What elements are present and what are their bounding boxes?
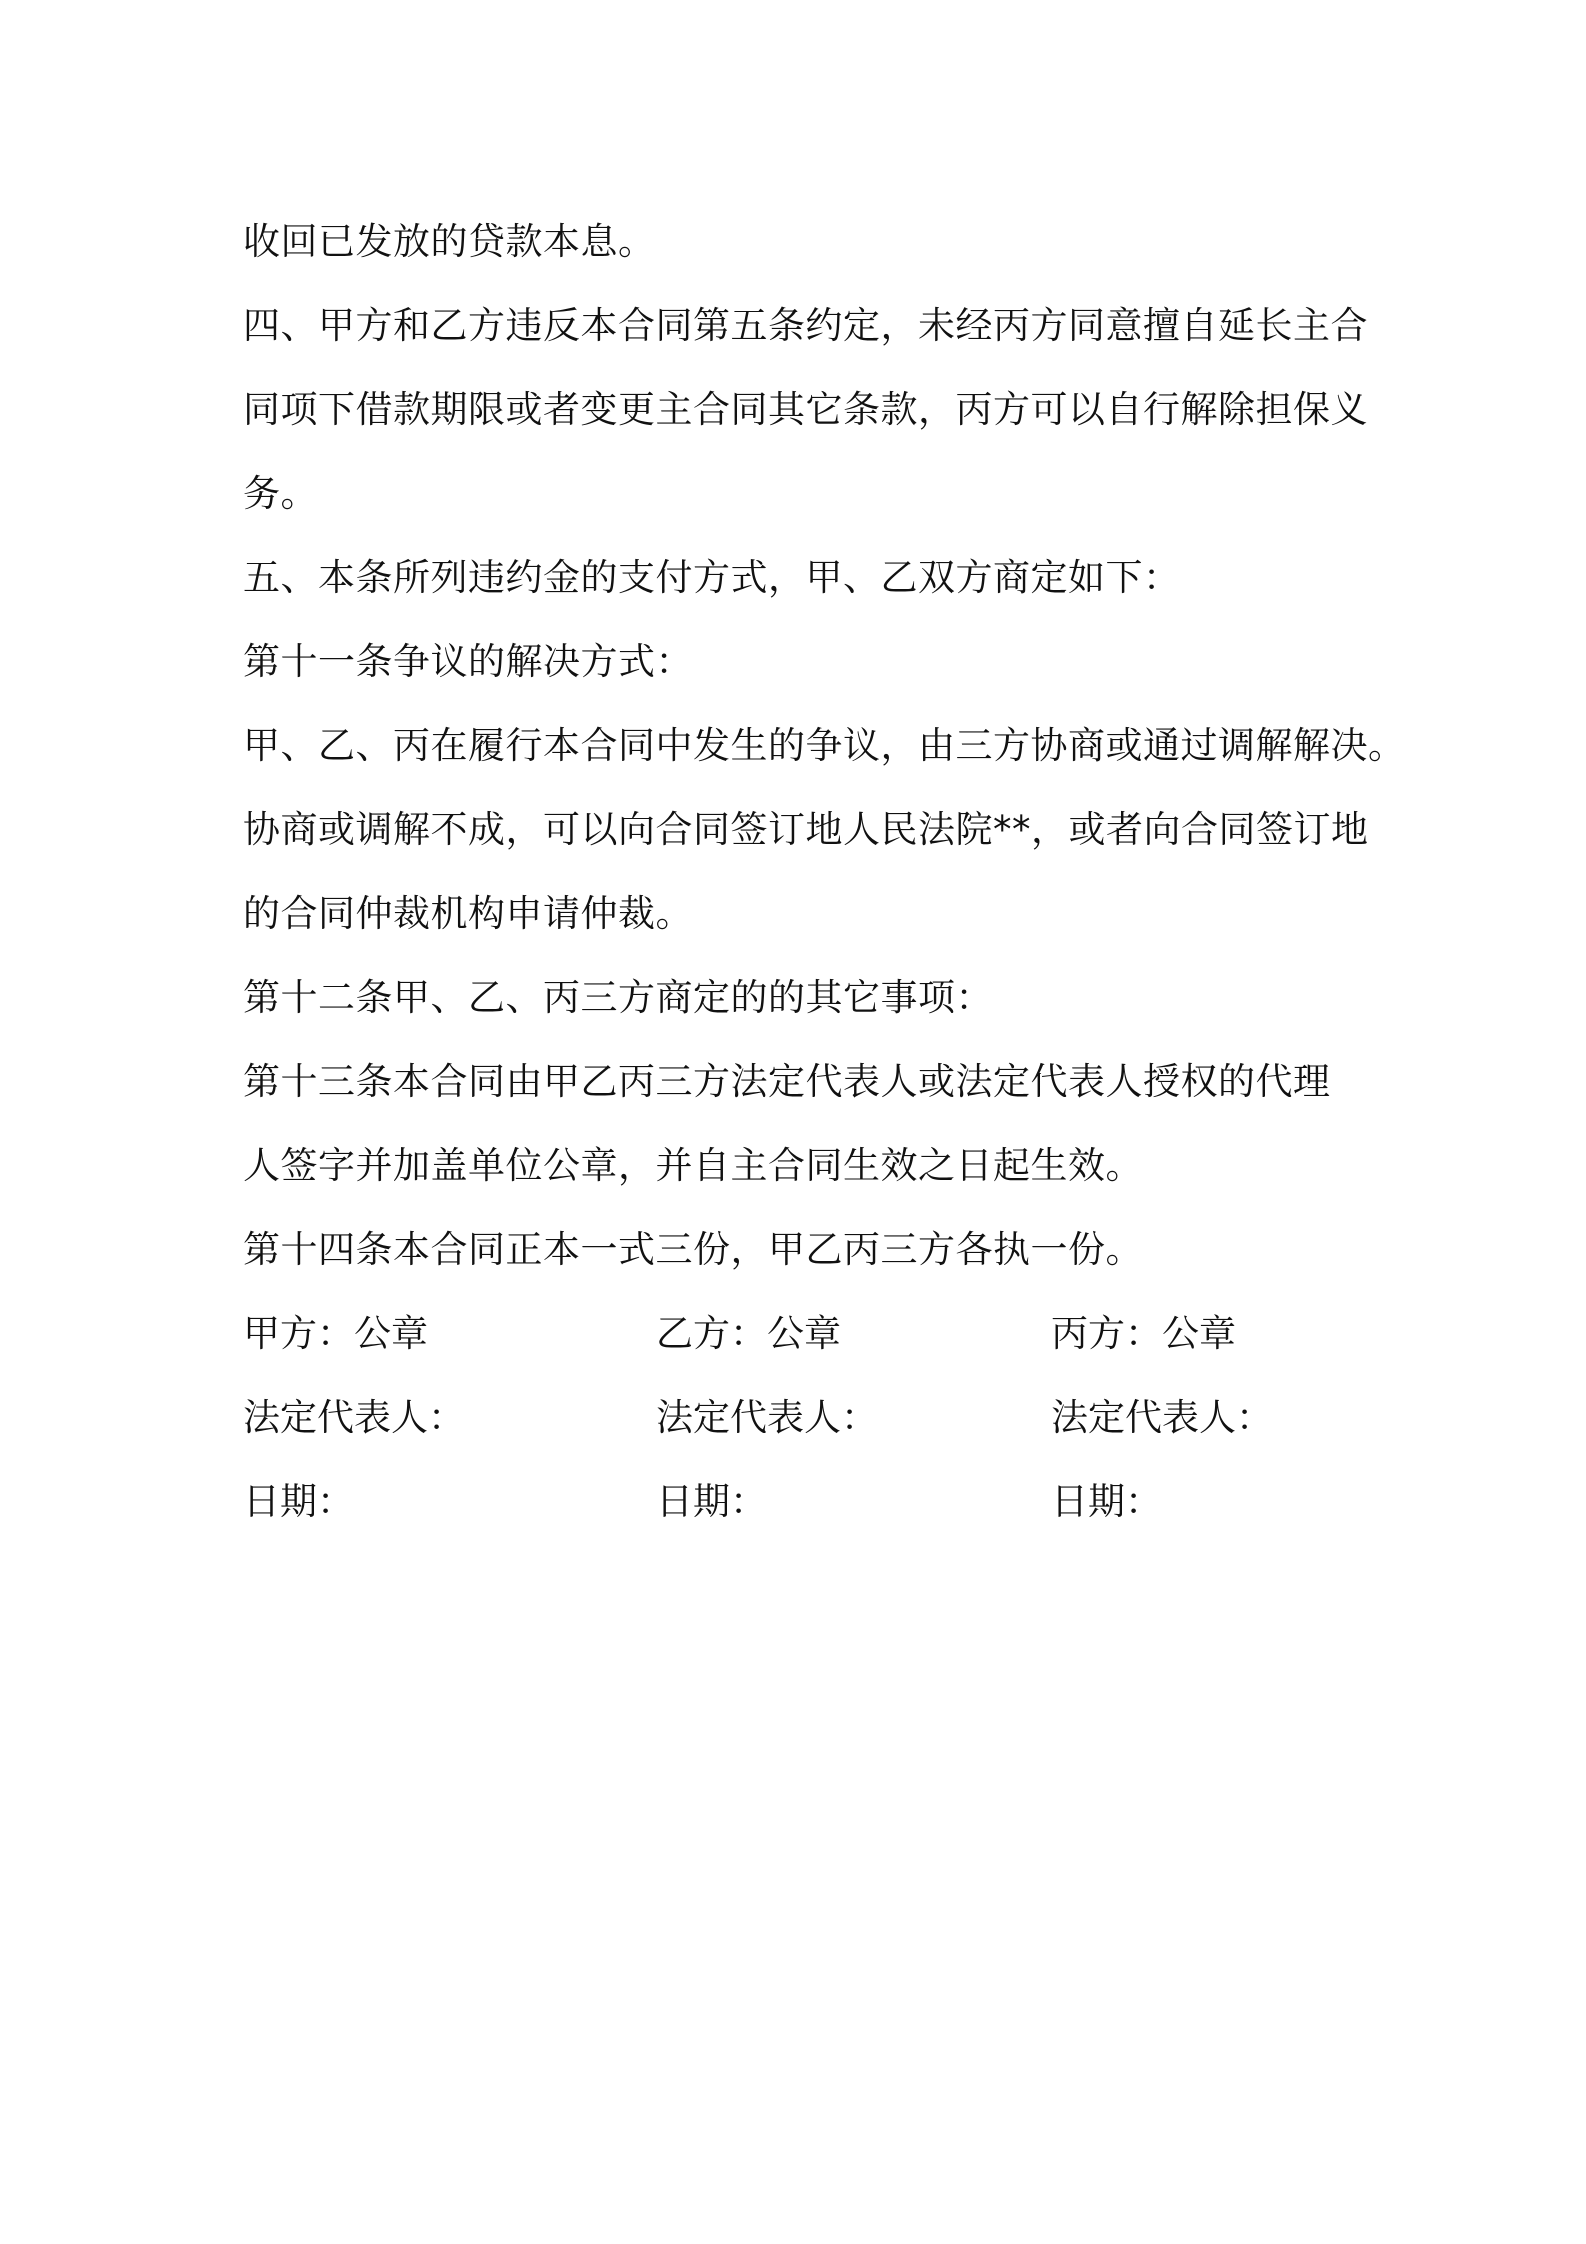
paragraph-line: 的合同仲裁机构申请仲裁。: [243, 892, 693, 935]
signature-row-date: [243, 1460, 1373, 1544]
paragraph-line: 同项下借款期限或者变更主合同其它条款，丙方可以自行解除担保义: [243, 388, 1368, 431]
party-c-seal: 丙方：公章: [1051, 1312, 1236, 1355]
party-a-date: 日期：: [243, 1480, 354, 1523]
paragraph-line: 协商或调解不成，可以向合同签订地人民法院**，或者向合同签订地: [243, 808, 1369, 851]
party-b-seal: 乙方：公章: [656, 1312, 841, 1355]
party-c-date: 日期：: [1051, 1480, 1162, 1523]
party-c-representative: 法定代表人：: [1051, 1396, 1273, 1439]
signature-row-seal: [243, 1292, 1373, 1376]
signature-row-representative: [243, 1376, 1373, 1460]
paragraph-line: 收回已发放的贷款本息。: [243, 220, 656, 263]
paragraph-line: 第十三条本合同由甲乙丙三方法定代表人或法定代表人授权的代理: [243, 1060, 1331, 1103]
party-b-representative: 法定代表人：: [656, 1396, 878, 1439]
party-a-seal: 甲方：公章: [243, 1312, 428, 1355]
paragraph-line: 四、甲方和乙方违反本合同第五条约定，未经丙方同意擅自延长主合: [243, 304, 1368, 347]
party-a-representative: 法定代表人：: [243, 1396, 465, 1439]
section-heading: 第十二条甲、乙、丙三方商定的的其它事项：: [243, 976, 993, 1019]
paragraph-line: 务。: [243, 472, 318, 515]
paragraph-line: 人签字并加盖单位公章，并自主合同生效之日起生效。: [243, 1144, 1143, 1187]
contract-body: [243, 200, 1406, 1544]
party-b-date: 日期：: [656, 1480, 767, 1523]
paragraph-line: 第十四条本合同正本一式三份，甲乙丙三方各执一份。: [243, 1228, 1143, 1271]
paragraph-line: 五、本条所列违约金的支付方式，甲、乙双方商定如下：: [243, 556, 1181, 599]
paragraph-line: 甲、乙、丙在履行本合同中发生的争议，由三方协商或通过调解解决。: [243, 724, 1406, 767]
section-heading: 第十一条争议的解决方式：: [243, 640, 693, 683]
